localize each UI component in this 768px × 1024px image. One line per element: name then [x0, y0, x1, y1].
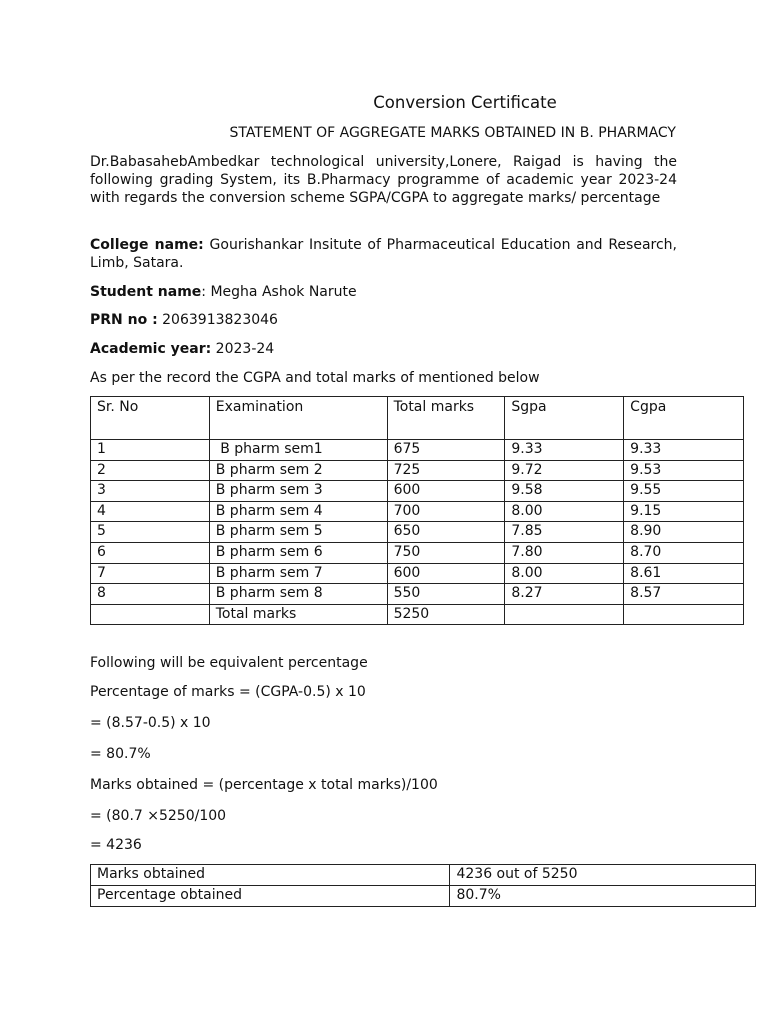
- total-row: [91, 604, 744, 625]
- student-name-line: [90, 283, 677, 301]
- cell-examination: Total marks: [209, 604, 387, 625]
- table-row: [91, 481, 744, 502]
- cell-examination: B pharm sem 7: [209, 563, 387, 584]
- cell-cgpa: 8.57: [624, 584, 744, 605]
- cell-sr-no: 8: [91, 584, 210, 605]
- calc-formula: Percentage of marks = (CGPA-0.5) x 10: [90, 684, 366, 700]
- prn-value: 2063913823046: [157, 312, 278, 328]
- student-name-label: Student name: [90, 284, 202, 300]
- calc-step-1: = (8.57-0.5) x 10: [90, 715, 211, 731]
- cell-sr-no: 7: [91, 563, 210, 584]
- header-cgpa: Cgpa: [624, 397, 744, 440]
- cell-cgpa: 8.90: [624, 522, 744, 543]
- calc-marks-formula: Marks obtained = (percentage x total marks)/100: [90, 777, 438, 793]
- cell-total-marks: 725: [387, 460, 505, 481]
- table-row: [91, 522, 744, 543]
- cell-sr-no: 5: [91, 522, 210, 543]
- record-intro-line: As per the record the CGPA and total marks of mentioned below: [90, 370, 540, 386]
- calc-result-marks: = 4236: [90, 837, 142, 853]
- cell-sr-no: 6: [91, 542, 210, 563]
- cell-sgpa: [505, 604, 624, 625]
- cell-examination: B pharm sem 5: [209, 522, 387, 543]
- document-title: Conversion Certificate: [373, 93, 557, 112]
- cell-total-marks: 600: [387, 481, 505, 502]
- calc-intro: Following will be equivalent percentage: [90, 655, 368, 671]
- cell-cgpa: 8.61: [624, 563, 744, 584]
- cell-sgpa: 9.72: [505, 460, 624, 481]
- cell-total-marks: 675: [387, 440, 505, 461]
- summary-table: [90, 864, 756, 907]
- table-row: [91, 865, 756, 886]
- academic-year-label: Academic year:: [90, 341, 212, 357]
- table-row: [91, 440, 744, 461]
- document-subtitle: STATEMENT OF AGGREGATE MARKS OBTAINED IN B. PHARMACY: [229, 125, 676, 141]
- cell-sr-no: 3: [91, 481, 210, 502]
- table-row: [91, 563, 744, 584]
- cell-sgpa: 8.00: [505, 501, 624, 522]
- prn-label: PRN no :: [90, 312, 158, 328]
- header-total-marks: Total marks: [387, 397, 505, 440]
- summary-value: 80.7%: [450, 886, 756, 907]
- summary-label: Percentage obtained: [91, 886, 450, 907]
- marks-table: [90, 396, 744, 625]
- summary-value: 4236 out of 5250: [450, 865, 756, 886]
- summary-label: Marks obtained: [91, 865, 450, 886]
- cell-examination: B pharm sem 4: [209, 501, 387, 522]
- table-row: [91, 584, 744, 605]
- student-name-value: : Megha Ashok Narute: [201, 284, 357, 300]
- cell-total-marks: 600: [387, 563, 505, 584]
- cell-sr-no: 1: [91, 440, 210, 461]
- table-row: [91, 886, 756, 907]
- cell-total-marks: 5250: [387, 604, 505, 625]
- cell-examination: B pharm sem 3: [209, 481, 387, 502]
- cell-total-marks: 750: [387, 542, 505, 563]
- cell-cgpa: 9.15: [624, 501, 744, 522]
- header-sgpa: Sgpa: [505, 397, 624, 440]
- cell-sgpa: 7.85: [505, 522, 624, 543]
- cell-sr-no: [91, 604, 210, 625]
- college-name-label: College name:: [90, 237, 204, 253]
- cell-cgpa: [624, 604, 744, 625]
- calc-result-percentage: = 80.7%: [90, 746, 151, 762]
- cell-sgpa: 8.00: [505, 563, 624, 584]
- college-name-line: [90, 236, 677, 272]
- cell-examination: B pharm sem1: [209, 440, 387, 461]
- cell-total-marks: 550: [387, 584, 505, 605]
- table-row: [91, 542, 744, 563]
- cell-examination: B pharm sem 8: [209, 584, 387, 605]
- prn-line: [90, 311, 677, 329]
- cell-total-marks: 650: [387, 522, 505, 543]
- cell-cgpa: 8.70: [624, 542, 744, 563]
- cell-sgpa: 9.58: [505, 481, 624, 502]
- cell-cgpa: 9.55: [624, 481, 744, 502]
- calc-step-2: = (80.7 ×5250/100: [90, 808, 227, 824]
- header-sr-no: Sr. No: [91, 397, 210, 440]
- cell-examination: B pharm sem 6: [209, 542, 387, 563]
- cell-cgpa: 9.53: [624, 460, 744, 481]
- cell-sgpa: 9.33: [505, 440, 624, 461]
- cell-sr-no: 2: [91, 460, 210, 481]
- cell-cgpa: 9.33: [624, 440, 744, 461]
- table-row: [91, 501, 744, 522]
- college-name-value: Gourishankar Insitute of Pharmaceutical Education and Research, Limb, Satara.: [90, 237, 677, 271]
- marks-table-header: [91, 397, 744, 440]
- cell-examination: B pharm sem 2: [209, 460, 387, 481]
- cell-sgpa: 7.80: [505, 542, 624, 563]
- cell-sr-no: 4: [91, 501, 210, 522]
- intro-paragraph: Dr.BabasahebAmbedkar technological university,Lonere, Raigad is having the following grading System, its B.Pharmacy programme of academic year 2023-24 with regards the conversion scheme SGPA/CGPA to aggregate marks/ percentage: [90, 154, 677, 206]
- academic-year-line: [90, 340, 677, 358]
- table-row: [91, 460, 744, 481]
- academic-year-value: 2023-24: [211, 341, 275, 357]
- cell-total-marks: 700: [387, 501, 505, 522]
- cell-sgpa: 8.27: [505, 584, 624, 605]
- header-examination: Examination: [209, 397, 387, 440]
